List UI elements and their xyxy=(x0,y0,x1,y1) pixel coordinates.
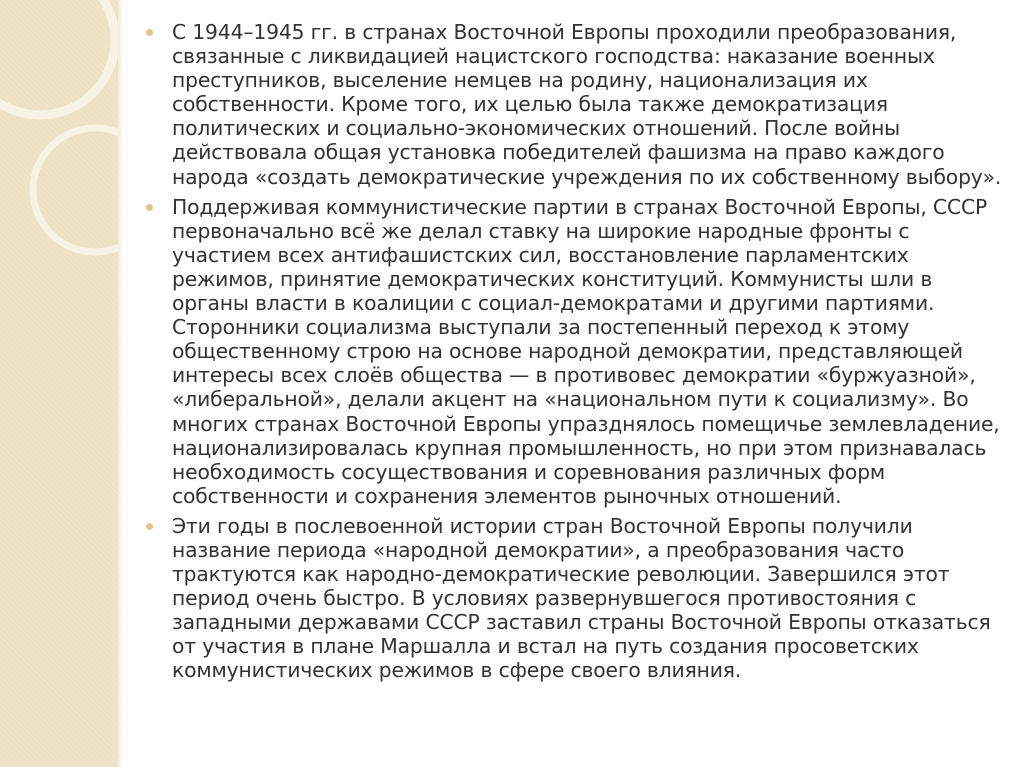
bullet-item xyxy=(146,20,1002,189)
bullet-item xyxy=(146,514,1002,683)
bullet-text: Поддерживая коммунистические партии в странах Восточной Европы, СССР первоначально всё же делал ставку на широкие народные фронты с участием всех антифашистских сил, восстановление парламентских режимов, принятие демократических конституций. Коммунисты шли в органы власти в коалиции с социал-демократами и другими партиями. Сторонники социализма выступали за постепенный переход к этому общественному строю на основе народной демократии, представляющей интересы всех слоёв общества — в противовес демократии «буржуазной», «либеральной», делали акцент на «национальном пути к социализму». Во многих странах Восточной Европы упразднялось помещичье землевладение, национализировалась крупная промышленность, но при этом признавалась необходимость сосуществования и соревнования различных форм собственности и сохранения элементов рыночных отношений. xyxy=(172,194,1000,508)
decorative-sidebar xyxy=(0,0,118,767)
decorative-circles-graphic xyxy=(0,0,118,767)
bullet-text: С 1944–1945 гг. в странах Восточной Европы проходили преобразования, связанные с ликвидацией нацистского господства: наказание военных преступников, выселение немцев на родину, национализация их собственности. Кроме того, их целью была также демократизация политических и социально-экономических отношений. После войны действовала общая установка победителей фашизма на право каждого народа «создать демократические учреждения по их собственному выбору». xyxy=(172,20,1002,189)
decorative-circle-small xyxy=(33,128,118,252)
sidebar-edge xyxy=(118,0,121,767)
slide-content xyxy=(146,20,1002,689)
bullet-item xyxy=(146,195,1002,508)
bullet-text: Эти годы в послевоенной истории стран Восточной Европы получили название периода «народной демократии», а преобразования часто трактуются как народно-демократические революции. Завершился этот период очень быстро. В условиях развернувшегося противостояния с западными державами СССР заставил страны Восточной Европы отказаться от участия в плане Маршалла и встал на путь создания просоветских коммунистических режимов в сфере своего влияния. xyxy=(172,513,991,683)
decorative-circle-large xyxy=(0,0,115,115)
bullet-dot xyxy=(146,29,153,36)
bullet-dot xyxy=(146,204,153,211)
bullet-dot xyxy=(146,523,153,530)
